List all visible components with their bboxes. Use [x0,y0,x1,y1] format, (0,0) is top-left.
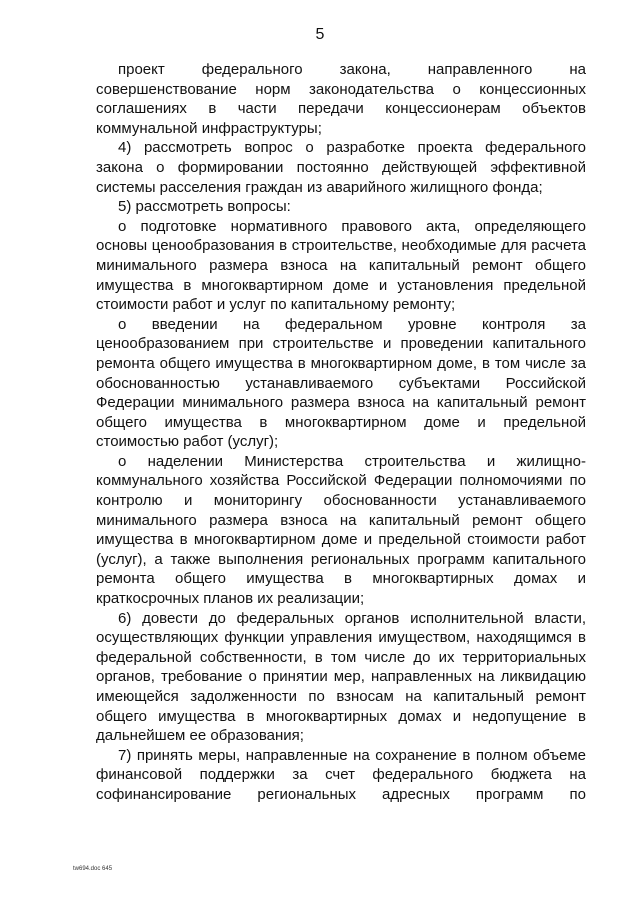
paragraph-item-7: 7) принять меры, направленные на сохранение в полном объеме финансовой поддержки за счет федерального бюджета на софинансирование региональных адресных программ по [96,746,586,803]
paragraph-federal-control: о введении на федеральном уровне контроля за ценообразованием при строительстве и проведении капитального ремонта общего имущества в многоквартирном доме, в том числе за обоснованностью устанавливаемого субъектами Российской Федерации минимального размера взноса на капитальный ремонт общего имущества в многоквартирном доме и предельной стоимостью работ (услуг); [96,315,586,451]
footer-file-code: tw694.doc 645 [73,866,113,872]
paragraph-ministry-powers: о наделении Министерства строительства и жилищно-коммунального хозяйства Российской Федерации полномочиями по контролю и мониторингу обоснованности устанавливаемого минимального размера взноса на капитальный ремонт общего имущества в многоквартирном доме и предельной стоимости работ (услуг), а также выполнения региональных программ капитального ремонта общего имущества в многоквартирных домах и краткосрочных планов их реализации; [96,452,586,608]
paragraph-concession-law: проект федерального закона, направленного на совершенствование норм законодательства о концессионных соглашениях в части передачи концессионерам объектов коммунальной инфраструктуры; [96,61,586,137]
paragraph-pricing-act: о подготовке нормативного правового акта, определяющего основы ценообразования в строительстве, необходимые для расчета минимального размера взноса на капитальный ремонт общего имущества в многоквартирном доме и установления предельной стоимости работ и услуг по капитальному ремонту; [96,217,586,314]
page-number: 5 [315,26,325,43]
body-text [96,60,586,805]
paragraph-item-5: 5) рассмотреть вопросы: [118,198,291,216]
paragraph-item-6: 6) довести до федеральных органов исполнительной власти, осуществляющих функции управления имуществом, находящимся в федеральной собственности, в том числе до их территориальных органов, требование о принятии мер, направленных на ликвидацию имеющейся задолженности по взносам на капитальный ремонт общего имущества в многоквартирных домах и недопущение в дальнейшем ее образования; [96,609,586,745]
paragraph-item-4: 4) рассмотреть вопрос о разработке проекта федерального закона о формировании постоянно действующей эффективной системы расселения граждан из аварийного жилищного фонда; [96,139,586,196]
